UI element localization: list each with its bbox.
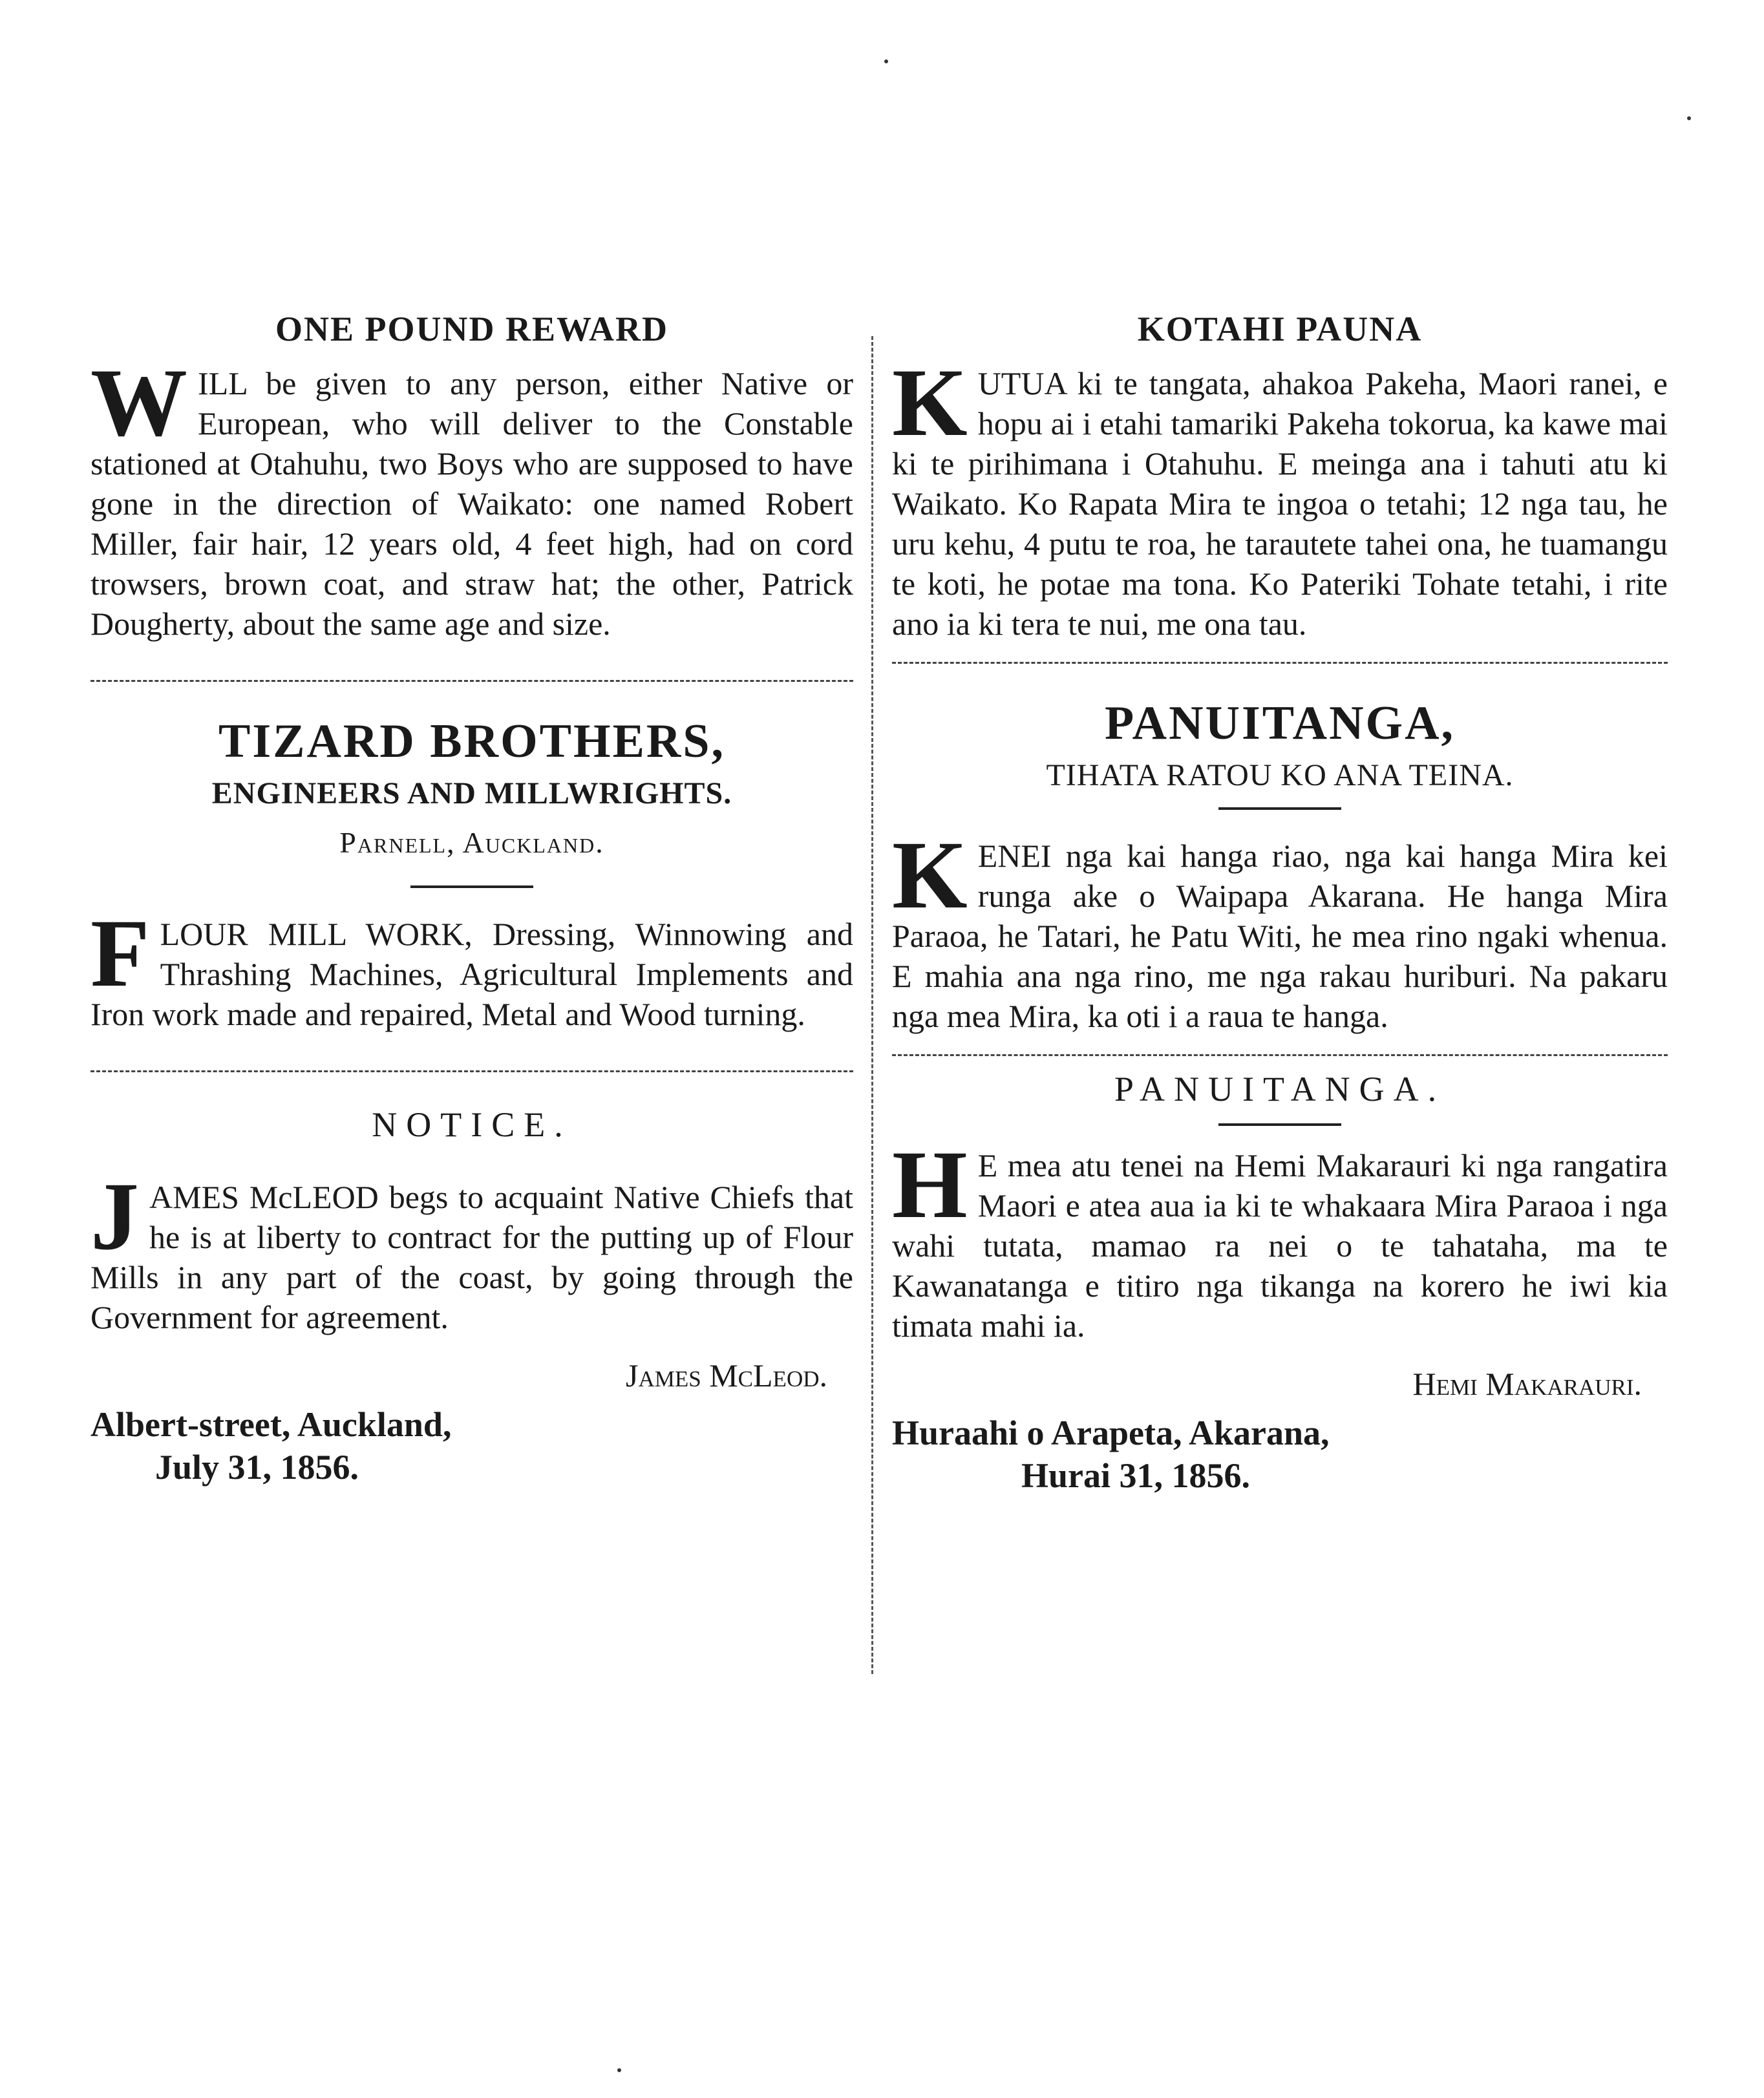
notice-address-block — [90, 1403, 853, 1489]
notice-address-block — [892, 1412, 1668, 1497]
tizard-advert-maori — [892, 696, 1668, 1036]
tizard-title: TIZARD BROTHERS, — [218, 715, 726, 768]
notice-date: Hurai 31, 1856. — [1021, 1456, 1251, 1495]
tizard-subtitle: ENGINEERS AND MILLWRIGHTS. — [211, 776, 732, 811]
print-speck — [884, 59, 888, 63]
column-divider — [871, 336, 873, 1674]
section-divider — [892, 662, 1668, 664]
short-divider — [410, 885, 533, 888]
mcleod-notice-maori — [892, 1069, 1668, 1497]
drop-cap: H — [892, 1131, 968, 1238]
tizard-body: LOUR MILL WORK, Dressing, Winnowing and Thrashing Machines, Agricultural Implements and Iron work made and repaired, Metal and Wood turning. — [90, 916, 853, 1032]
drop-cap: J — [90, 1163, 139, 1270]
drop-cap: W — [90, 349, 187, 456]
notice-signature: James McLeod. — [626, 1357, 827, 1393]
notice-body: AMES McLEOD begs to acquaint Native Chiefs that he is at liberty to contract for the putting up of Flour Mills in any part of the coast, by going through the Government for agreement. — [90, 1179, 853, 1335]
drop-cap: F — [90, 900, 150, 1007]
section-divider — [90, 1070, 853, 1072]
tizard-subtitle: TIHATA RATOU KO ANA TEINA. — [1046, 758, 1514, 792]
drop-cap: K — [892, 349, 968, 456]
reward-body: ILL be given to any person, either Native or European, who will deliver to the Constable stationed at Otahuhu, two Boys who are supposed to have gone in the direction of Waikato: one named Robert Miller, fair hair, 12 years old, 4 feet high, had on cord trowsers, brown coat, and straw hat; the other, Patrick Dougherty, about the same age and size. — [90, 365, 853, 642]
tizard-location: Parnell, Auckland. — [339, 826, 604, 859]
tizard-body: ENEI nga kai hanga riao, nga kai hanga Mira kei runga ake o Waipapa Akarana. He hanga Mira Paraoa, he Tatari, he Patu Witi, he mea rino ngaki whenua. E mahia ana nga rino, me nga rakau huriburi. Na pakaru nga mea Mira, ka oti i a raua te hanga. — [892, 838, 1668, 1034]
mcleod-notice-english — [90, 1105, 853, 1489]
reward-heading: KOTAHI PAUNA — [1137, 310, 1423, 348]
notice-signature: Hemi Makarauri. — [1412, 1366, 1642, 1402]
notice-body: E mea atu tenei na Hemi Makarauri ki nga rangatira Maori e atea aua ia ki te whakaara Mira Paraoa i nga wahi tutata, mamao ra nei o te tahataha, ma te Kawanatanga e titiro nga tikanga na korero he iwi kia timata mahi ia. — [892, 1147, 1668, 1344]
short-divider — [1218, 807, 1341, 810]
section-divider — [892, 1054, 1668, 1056]
reward-notice-english — [90, 309, 853, 644]
maori-column — [892, 297, 1668, 1497]
notice-paragraph — [90, 1163, 853, 1337]
tizard-advert-english — [90, 714, 853, 1034]
reward-paragraph — [90, 349, 853, 644]
notice-heading: NOTICE. — [372, 1105, 572, 1144]
short-divider — [1218, 1123, 1341, 1126]
print-speck — [1687, 116, 1691, 120]
notice-paragraph — [892, 1131, 1668, 1346]
section-divider — [90, 680, 853, 682]
english-column — [90, 297, 853, 1489]
tizard-paragraph — [892, 821, 1668, 1036]
tizard-title: PANUITANGA, — [1104, 697, 1456, 750]
reward-paragraph — [892, 349, 1668, 644]
notice-address: Albert-street, Auckland, — [90, 1405, 452, 1444]
tizard-paragraph — [90, 900, 853, 1034]
reward-body: UTUA ki te tangata, ahakoa Pakeha, Maori ranei, e hopu ai i etahi tamariki Pakeha tokorua, ka kawe mai ki te pirihimana i Otahuhu. E meinga ana i tahuti atu ki Waikato. Ko Rapata Mira te ingoa o tetahi; 12 nga tau, he uru kehu, 4 putu te roa, he tarautete tahei ona, he tuamangu te koti, he potae ma tona. Ko Pateriki Tohate tetahi, i rite ano ia ki tera te nui, me ona tau. — [892, 365, 1668, 642]
print-speck — [617, 2068, 621, 2072]
notice-address: Huraahi o Arapeta, Akarana, — [892, 1414, 1330, 1452]
drop-cap: K — [892, 821, 968, 929]
reward-heading: ONE POUND REWARD — [275, 310, 669, 348]
notice-heading: PANUITANGA. — [1114, 1070, 1446, 1108]
reward-notice-maori — [892, 309, 1668, 644]
notice-date: July 31, 1856. — [155, 1448, 359, 1487]
